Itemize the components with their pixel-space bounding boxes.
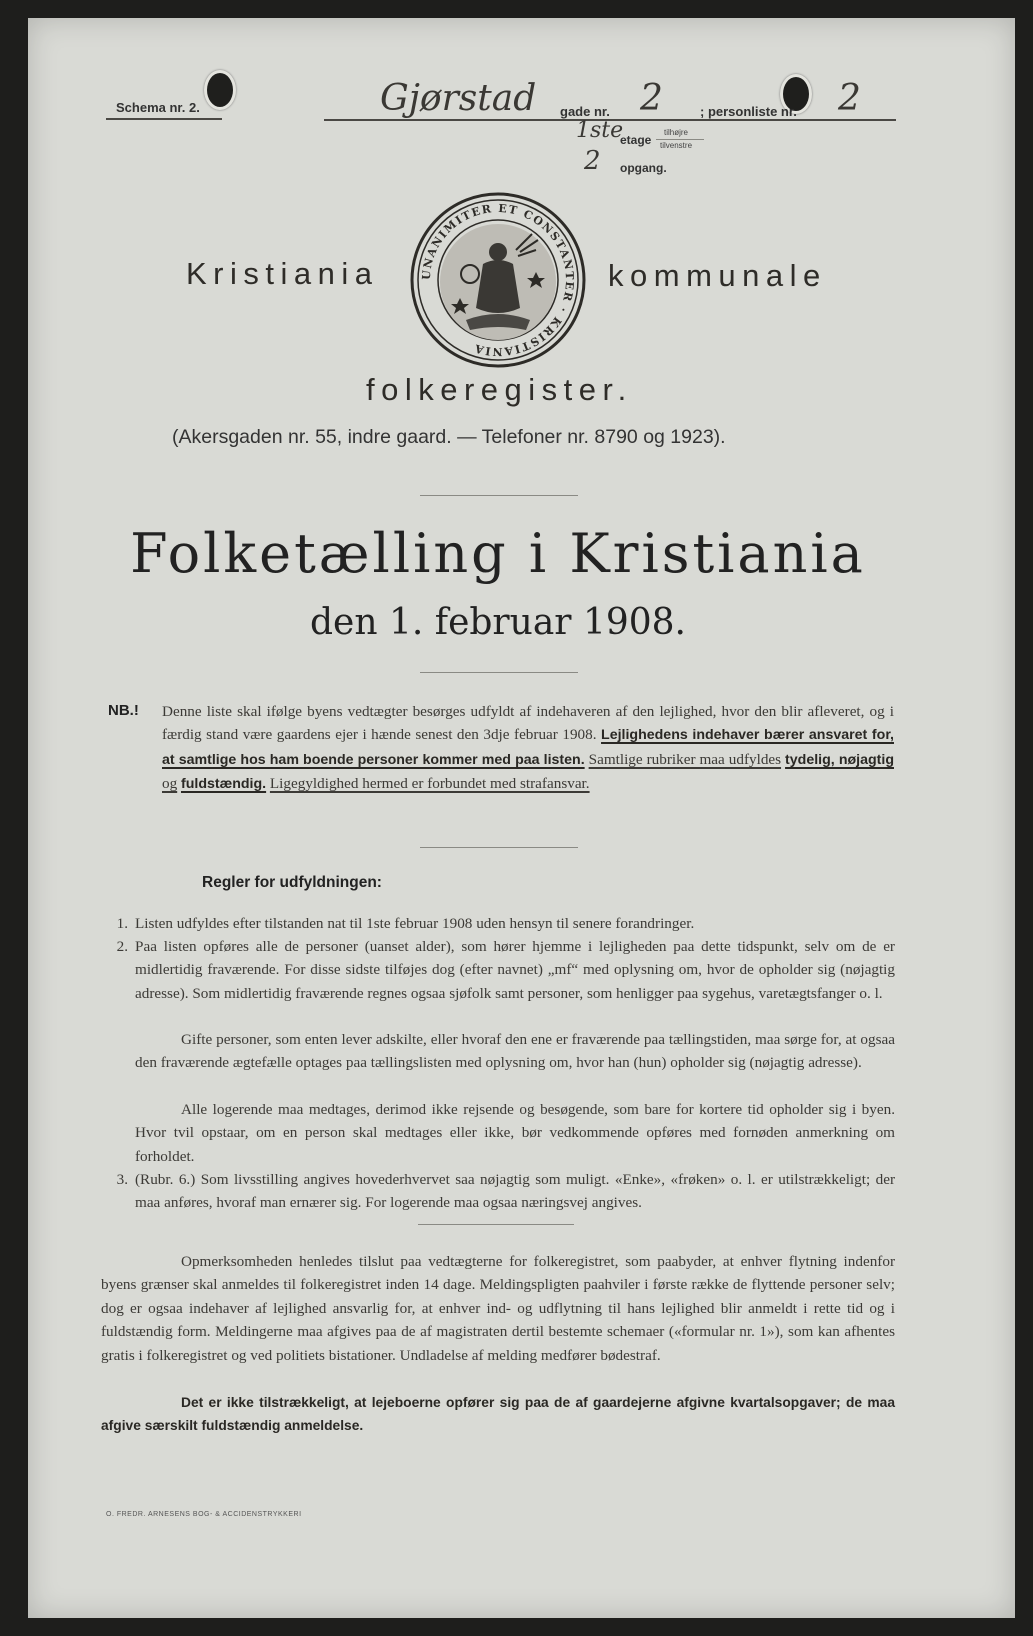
printer-imprint: O. FREDR. ARNESENS BOG- & ACCIDENSTRYKKERI xyxy=(106,1511,302,1518)
schema-label: Schema nr. 2. xyxy=(116,100,200,115)
personliste-label: ; personliste nr. xyxy=(700,104,797,119)
kristiania-city-seal xyxy=(408,190,588,370)
personliste-number-handwritten[interactable]: 2 xyxy=(838,78,861,119)
rule-1-number: 1. xyxy=(116,915,128,932)
notice-paragraph-2: Det er ikke tilstrækkeligt, at lejeboerne opfører sig paa de af gaardejerne afgivne kvartalsopgaver; de maa afgive særskilt fuldstændig anmeldelse. xyxy=(101,1395,895,1434)
nb-label: NB.! xyxy=(108,702,139,719)
gade-label: gade nr. xyxy=(560,104,610,119)
divider-4 xyxy=(418,1224,574,1225)
nb-bold-3: fuldstændig. xyxy=(180,776,267,793)
gade-number-handwritten[interactable]: 2 xyxy=(640,78,663,119)
opgang-handwritten[interactable]: 2 xyxy=(584,146,601,176)
rule-2b-text: Gifte personer, som enten lever adskilte, eller hvoraf den ene er fraværende paa tællingstiden, maa sørge for, at ogsaa den fraværende ægtefælle optages paa tællingslisten med oplysning om, hvor han (hun) opholder sig (nøjagtig adresse). xyxy=(135,1031,895,1072)
rule-3-number: 3. xyxy=(116,1171,128,1188)
rule-2-number: 2. xyxy=(116,938,128,955)
notice-paragraph-1: Opmerksomheden henledes tilslut paa vedtægterne for folkeregistret, som paabyder, at enhver flytning indenfor byens grænser skal anmeldes til folkeregistret inden 14 dage. Meldingspligten paahviler i første række de flyttende personer selv; dog er ogsaa indehaver af lejlighed ansvarlig for, at enhver ind- og udflytning til hans lejlighed blir anmeldt i rette tid og i fuldstændig form. Meldingerne maa afgives paa de af magistraten dertil bestemte schemaer («formular nr. 1»), som kan afhentes gratis i folkeregistret og ved politiets bistationer. Undladelse af melding medfører bødestraf. xyxy=(101,1253,895,1364)
nb-paragraph xyxy=(162,700,894,797)
divider-3 xyxy=(420,847,578,848)
office-right-word: kommunale xyxy=(608,258,827,293)
nb-bold-responsibility: Lejlighedens indehaver bærer ansvaret for, at samtlige hos ham boende personer kommer med paa listen. xyxy=(162,727,894,768)
nb-text-4: Ligegyldighed hermed er forbundet med strafansvar. xyxy=(269,775,590,793)
etage-handwritten[interactable]: 1ste xyxy=(576,118,624,143)
etage-label: etage xyxy=(620,133,652,147)
nb-bold-2: tydelig, nøjagtig xyxy=(785,751,894,768)
nb-text-3: og xyxy=(162,775,178,793)
tilvenstre-label: tilvenstre xyxy=(660,141,693,150)
census-form-page xyxy=(28,18,1015,1618)
office-address: (Akersgaden nr. 55, indre gaard. — Telefoner nr. 8790 og 1923). xyxy=(172,426,726,448)
census-title: Folketælling i Kristiania xyxy=(130,522,866,585)
office-register-word: folkeregister. xyxy=(366,372,633,407)
rules-heading: Regler for udfyldningen: xyxy=(202,874,382,891)
divider-1 xyxy=(420,495,578,496)
street-name-handwritten[interactable]: Gjørstad xyxy=(380,78,537,119)
office-left-word: Kristiania xyxy=(186,256,379,291)
tilhojre-label: tilhøjre xyxy=(664,128,689,137)
opgang-label: opgang. xyxy=(620,161,667,175)
rule-2-text: Paa listen opføres alle de personer (uanset alder), som hører hjemme i lejligheden paa dette tidspunkt, selv om de er midlertidig fraværende. For disse sidste tilføjes dog (efter navnet) „mf“ med oplysning om, hvor de opholder sig (nøjagtig adresse). Som midlertidig fraværende regnes ogsaa sjøfolk samt personer, som henligger paa sygehus, varetægtsfanger o. l. xyxy=(135,938,895,1002)
punch-hole-left xyxy=(204,70,236,110)
seal-inscription: UNANIMITER ET CONSTANTER · KRISTIANIA xyxy=(419,201,577,359)
rule-2c-text: Alle logerende maa medtages, derimod ikke rejsende og besøgende, som bare for kortere tid opholder sig i byen. Hvor tvil opstaar, om en person skal medtages eller ikke, bør vedkommende opføres med fornøden anmerkning om forholdet. xyxy=(135,1101,895,1165)
census-date: den 1. februar 1908. xyxy=(309,602,686,643)
schema-underline xyxy=(106,118,222,120)
nb-text-2: Samtlige rubriker maa udfyldes xyxy=(588,750,782,768)
rule-3-text: (Rubr. 6.) Som livsstilling angives hovederhvervet saa nøjagtig som muligt. «Enke», «frøken» o. l. er utilstrækkeligt; der maa anføres, hvoraf man ernærer sig. For logerende maa ogsaa næringsvej angives. xyxy=(135,1171,895,1212)
rule-1-text: Listen udfyldes efter tilstanden nat til 1ste februar 1908 uden hensyn til senere forandringer. xyxy=(135,915,695,932)
nb-text-1: Denne liste skal ifølge byens vedtægter besørges udfyldt af indehaveren af den lejlighed, hvor den blir afleveret, og i færdig stand være gaardens ejer i hænde senest den 3dje februar 1908. xyxy=(162,703,894,744)
side-divider xyxy=(656,139,704,140)
divider-2 xyxy=(420,672,578,673)
